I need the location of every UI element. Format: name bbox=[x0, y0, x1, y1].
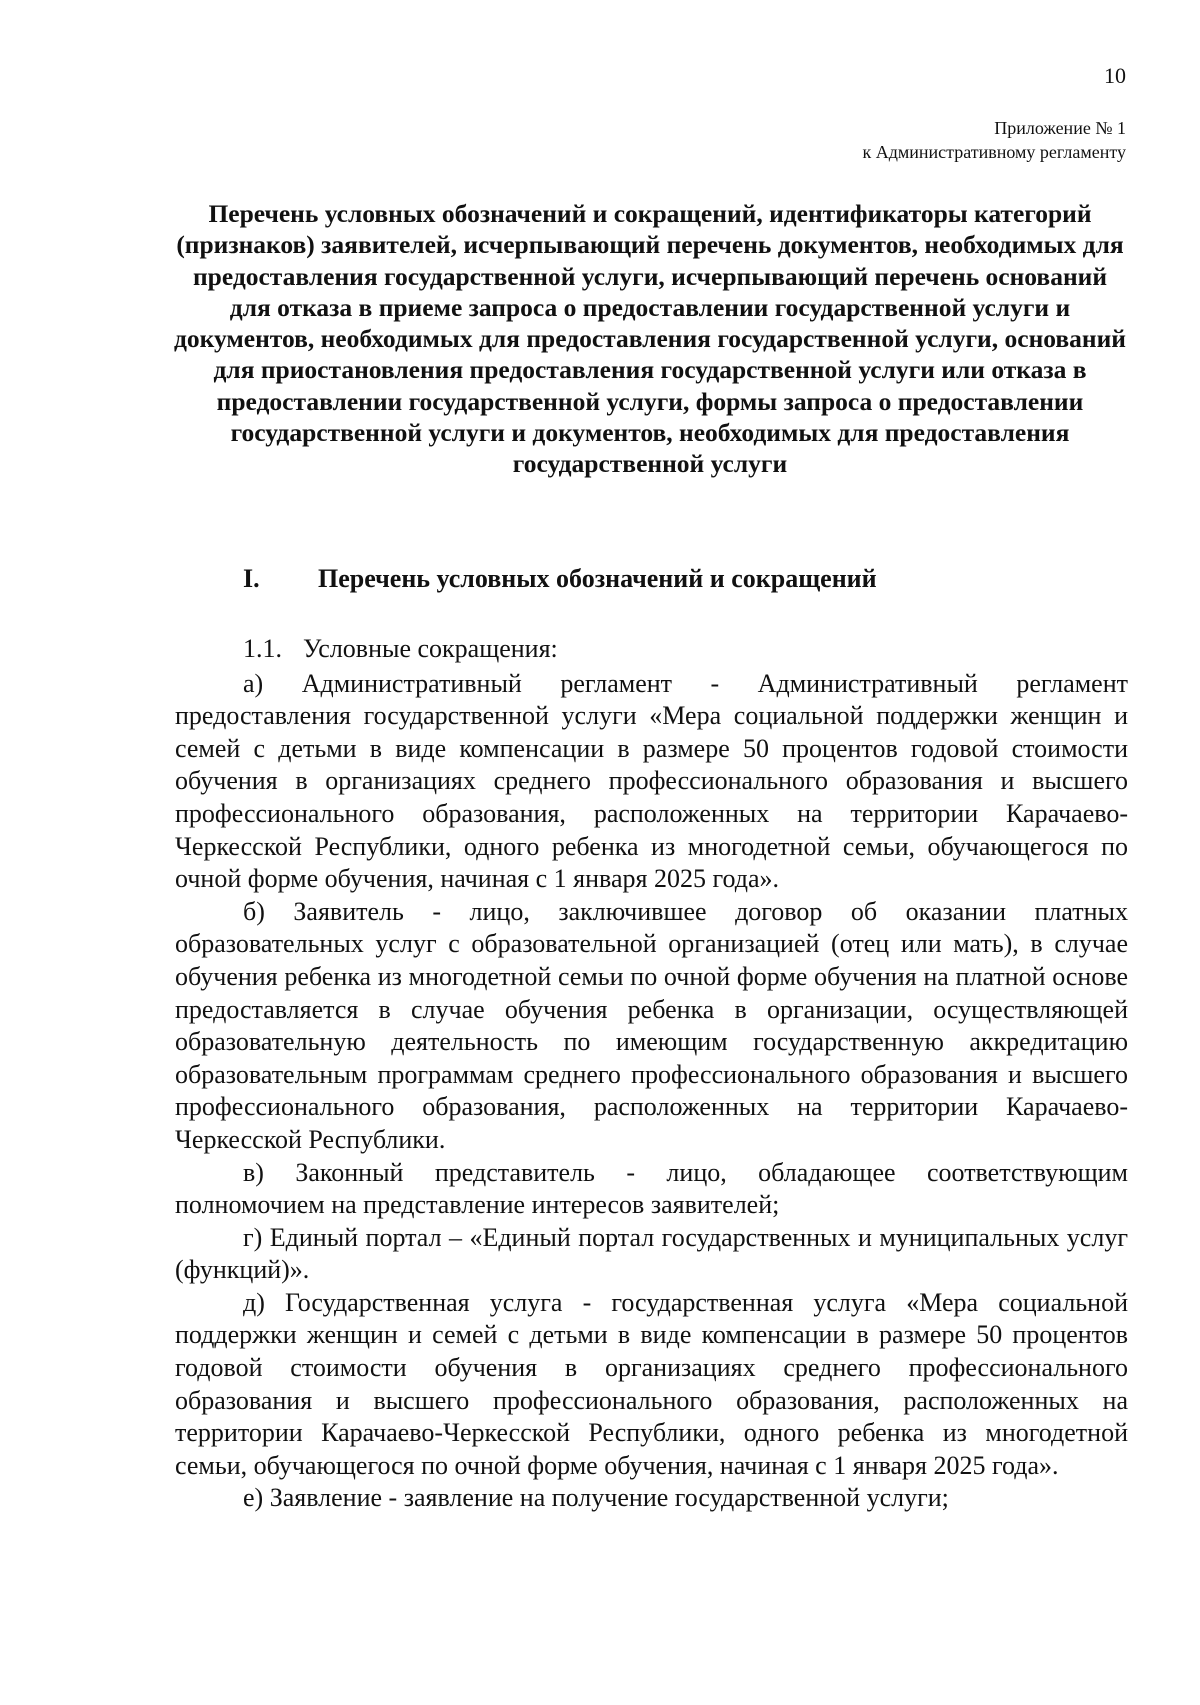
subsection-number: 1.1. bbox=[243, 634, 282, 663]
appendix-line-2: к Административному регламенту bbox=[862, 142, 1126, 162]
section-heading bbox=[243, 563, 1123, 595]
appendix-reference bbox=[862, 116, 1126, 164]
item-v: в) Законный представитель - лицо, обладающее соответствующим полномочием на представление интересов заявителей; bbox=[175, 1157, 1128, 1220]
subsection-heading bbox=[175, 633, 1128, 666]
section-number: I. bbox=[243, 564, 260, 593]
appendix-line-1: Приложение № 1 bbox=[994, 118, 1126, 138]
document-body bbox=[175, 633, 1128, 1515]
page-number: 10 bbox=[1104, 63, 1126, 88]
item-d: д) Государственная услуга - государственная услуга «Мера социальной поддержки женщин и семей с детьми в виде компенсации в размере 50 процентов годовой стоимости обучения в организациях среднего профессионального образования и высшего профессионального образования, расположенных на территории Карачаево-Черкесской Республики, одного ребенка из многодетной семьи, обучающегося по очной форме обучения, начиная с 1 января 2025 года». bbox=[175, 1287, 1128, 1480]
document-title: Перечень условных обозначений и сокращений, идентификаторы категорий (признаков) заявителей, исчерпывающий перечень документов, необходимых для предоставления государственной услуги, исчерпывающий перечень оснований для отказа в приеме запроса о предоставлении государственной услуги и документов, необходимых для предоставления государственной услуги, оснований для приостановления предоставления государственной услуги или отказа в предоставлении государственной услуги, формы запроса о предоставлении государственной услуги и документов, необходимых для предоставления государственной услуги bbox=[174, 199, 1126, 479]
item-a: а) Административный регламент - Административный регламент предоставления государственной услуги «Мера социальной поддержки женщин и семей с детьми в виде компенсации в размере 50 процентов годовой стоимости обучения в организациях среднего профессионального образования и высшего профессионального образования, расположенных на территории Карачаево-Черкесской Республики, одного ребенка из многодетной семьи, обучающегося по очной форме обучения, начиная с 1 января 2025 года». bbox=[175, 668, 1128, 894]
item-g: г) Единый портал – «Единый портал государственных и муниципальных услуг (функций)». bbox=[175, 1222, 1128, 1285]
subsection-title: Условные сокращения: bbox=[303, 634, 558, 663]
item-b: б) Заявитель - лицо, заключившее договор об оказании платных образовательных услуг с образовательной организацией (отец или мать), в случае обучения ребенка из многодетной семьи по очной форме обучения на платной основе предоставляется в случае обучения ребенка в организации, осуществляющей образовательную деятельность по имеющим государственную аккредитацию образовательным программам среднего профессионального образования и высшего профессионального образования, расположенных на территории Карачаево-Черкесской Республики. bbox=[175, 896, 1128, 1154]
section-title: Перечень условных обозначений и сокращений bbox=[318, 564, 877, 593]
item-e: е) Заявление - заявление на получение государственной услуги; bbox=[243, 1483, 949, 1513]
